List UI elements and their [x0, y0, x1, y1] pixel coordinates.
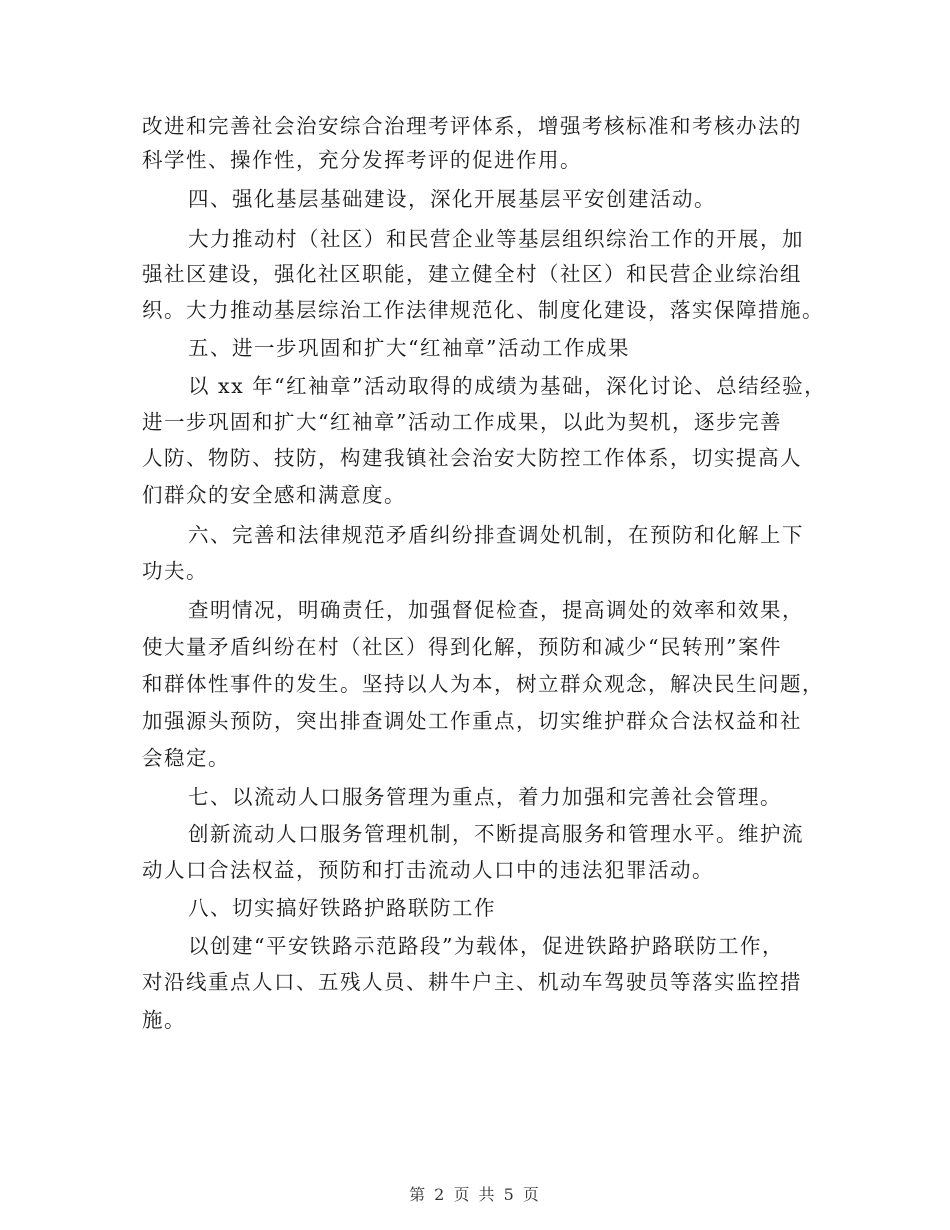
- body-line: 科学性、操作性，充分发挥考评的促进作用。: [142, 148, 582, 172]
- body-line: 织。大力推动基层综治工作法律规范化、制度化建设，落实保障措施。: [142, 298, 824, 322]
- body-line: 查明情况，明确责任，加强督促检查，提高调处的效率和效果，: [188, 598, 804, 622]
- body-line: 以创建“平安铁路示范路段”为载体，促进铁路护路联防工作，: [188, 934, 784, 958]
- section-heading-continued: 功夫。: [142, 559, 208, 583]
- body-line: 进一步巩固和扩大“红袖章”活动工作成果，以此为契机，逐步完善: [142, 410, 782, 434]
- body-line: 动人口合法权益，预防和打击流动人口中的违法犯罪活动。: [142, 858, 714, 882]
- section-heading: 五、进一步巩固和扩大“红袖章”活动工作成果: [188, 336, 630, 360]
- body-line: 和群体性事件的发生。坚持以人为本，树立群众观念，解决民生问题，: [142, 672, 824, 696]
- body-line: 施。: [142, 1008, 186, 1032]
- section-heading: 八、切实搞好铁路护路联防工作: [188, 896, 496, 920]
- body-line: 会稳定。: [142, 746, 230, 770]
- body-line: 以 xx 年“红袖章”活动取得的成绩为基础，深化讨论、总结经验，: [188, 374, 827, 398]
- body-line: 人防、物防、技防，构建我镇社会治安大防控工作体系，切实提高人: [142, 446, 802, 470]
- body-line: 加强源头预防，突出排查调处工作重点，切实维护群众合法权益和社: [142, 709, 802, 733]
- section-heading: 七、以流动人口服务管理为重点，着力加强和完善社会管理。: [188, 785, 782, 809]
- body-line: 大力推动村（社区）和民营企业等基层组织综治工作的开展，加: [188, 227, 804, 251]
- body-line: 对沿线重点人口、五残人员、耕牛户主、机动车驾驶员等落实监控措: [142, 970, 802, 994]
- body-line: 改进和完善社会治安综合治理考评体系，增强考核标准和考核办法的: [142, 114, 802, 138]
- body-line: 创新流动人口服务管理机制，不断提高服务和管理水平。维护流: [188, 822, 804, 846]
- body-line: 强社区建设，强化社区职能，建立健全村（社区）和民营企业综治组: [142, 262, 802, 286]
- body-line: 使大量矛盾纠纷在村（社区）得到化解，预防和减少“民转刑”案件: [142, 635, 782, 659]
- section-heading: 六、完善和法律规范矛盾纠纷排查调处机制，在预防和化解上下: [188, 523, 804, 547]
- body-line: 们群众的安全感和满意度。: [142, 483, 406, 507]
- page-number-footer: 第 2 页 共 5 页: [409, 1185, 541, 1204]
- section-heading: 四、强化基层基础建设，深化开展基层平安创建活动。: [188, 187, 716, 211]
